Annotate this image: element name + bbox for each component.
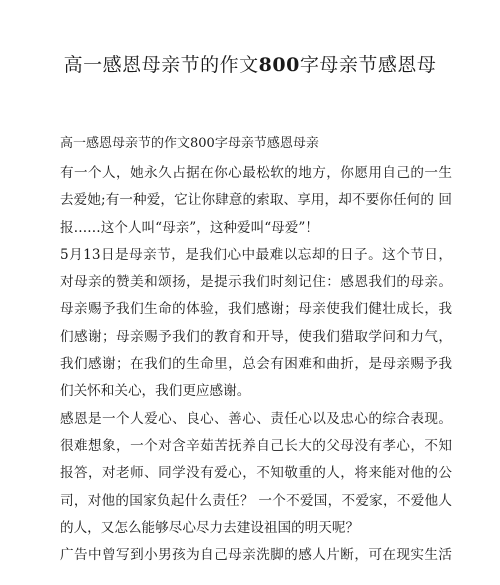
body-line: 司，对他的国家负起什么责任？ 一个不爱国，不爱家，不爱他人: [60, 492, 452, 509]
document-body: [60, 160, 452, 569]
document-title: [0, 50, 500, 77]
body-line: 5月13日是母亲节，是我们心中最难以忘却的日子。这个节日，: [60, 246, 452, 263]
body-line: 母亲赐予我们生命的体验，我们感谢；母亲使我们健壮成长，我: [60, 301, 452, 318]
body-line: 们感谢；母亲赐予我们的教育和开导，使我们猎取学问和力气，: [60, 328, 452, 345]
body-line: 去爱她;有一种爱，它让你肆意的索取、享用，却不要你任何的 回: [60, 192, 452, 209]
body-line: 我们感谢；在我们的生命里，总会有困难和曲折，是母亲赐予我: [60, 356, 452, 373]
title-suffix: 字母亲节感恩母: [299, 54, 437, 76]
body-line: 们关怀和关心，我们更应感谢。: [60, 383, 251, 400]
body-line: 有一个人，她永久占据在你心最松软的地方，你愿用自己的一生: [60, 165, 452, 181]
document-subtitle: 高一感恩母亲节的作文800字母亲节感恩母亲: [60, 136, 319, 151]
body-line: 广告中曾写到小男孩为自己母亲洗脚的感人片断，可在现实生活: [60, 547, 452, 564]
title-prefix: 高一感恩母亲节的作文: [63, 54, 259, 76]
body-line: 对母亲的赞美和颂扬，是提示我们时刻记住：感恩我们的母亲。: [60, 274, 452, 291]
body-line: 的人，又怎么能够尽心尽力去建设祖国的明天呢？: [60, 519, 360, 536]
body-line: 很难想象，一个对含辛茹苦抚养自己长大的父母没有孝心，不知: [60, 437, 452, 454]
title-number: 800: [258, 54, 300, 76]
body-line: 报答，对老师、同学没有爱心，不知敬重的人，将来能对他的公: [60, 465, 452, 482]
body-line: 报……这个人叫“母亲”，这种爱叫“母爱”！: [60, 219, 319, 236]
body-line: 感恩是一个人爱心、良心、善心、责任心以及忠心的综合表现。: [60, 410, 452, 427]
